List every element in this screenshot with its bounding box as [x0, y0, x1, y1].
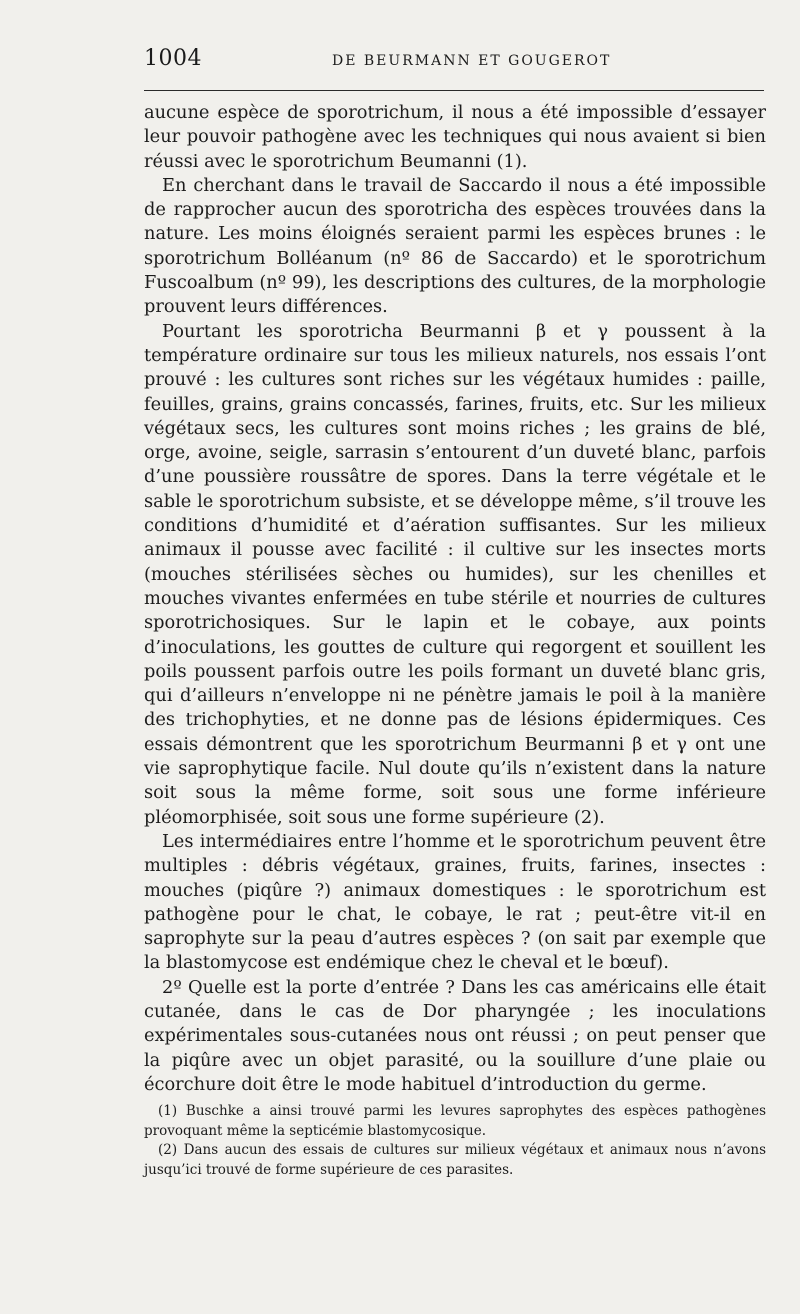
header-rule: [144, 90, 764, 91]
paragraph: En cherchant dans le travail de Saccardo il nous a été impossible de rapprocher aucun des sporotricha des espèces trouvées dans la nature. Les moins éloignés seraient parmi les espèces brunes : le sporotrichum Bolléanum (nº 86 de Saccardo) et le sporotrichum Fuscoalbum (nº 99), les descriptions des cultures, de la morphologie prouvent leurs différences.: [144, 174, 766, 318]
paragraph: Pourtant les sporotricha Beurmanni β et γ poussent à la température ordinaire sur tous les milieux naturels, nos essais l’ont prouvé : les cultures sont riches sur les végétaux humides : paille, feuilles, grains, grains concassés, farines, fruits, etc. Sur les milieux végétaux secs, les cultures sont moins riches ; les grains de blé, orge, avoine, seigle, sarrasin s’entourent d’un duveté blanc, parfois d’une poussière roussâtre de spores. Dans la terre végétale et le sable le sporotrichum subsiste, et se développe même, s’il trouve les conditions d’humidité et d’aération suffisantes. Sur les milieux animaux il pousse avec facilité : il cultive sur les insectes morts (mouches stérilisées sèches ou humides), sur les chenilles et mouches vivantes enfermées en tube stérile et nourries de cultures sporotrichosiques. Sur le lapin et le cobaye, aux points d’inoculations, les gouttes de culture qui regorgent et souillent les poils poussent parfois outre les poils formant un duveté blanc gris, qui d’ailleurs n’enveloppe ni ne pénètre jamais le poil à la manière des trichophyties, et ne donne pas de lésions épidermiques. Ces essais démontrent que les sporotrichum Beurmanni β et γ ont une vie saprophytique facile. Nul doute qu’ils n’existent dans la nature soit sous la même forme, soit sous une forme inférieure pléomorphisée, soit sous une forme supérieure (2).: [144, 320, 766, 828]
body-text: [144, 101, 766, 1097]
paragraph: aucune espèce de sporotrichum, il nous a été impossible d’essayer leur pouvoir pathogène avec les techniques qui nous avaient si bien réussi avec le sporotrichum Beumanni (1).: [144, 102, 766, 172]
footnotes: [144, 1102, 766, 1180]
paragraph: Les intermédiaires entre l’homme et le sporotrichum peuvent être multiples : débris végétaux, graines, fruits, farines, insectes : mouches (piqûre ?) animaux domestiques : le sporotrichum est pathogène pour le chat, le cobaye, le rat ; peut-être vit-il en saprophyte sur la peau d’autres espèces ? (on sait par exemple que la blastomycose est endémique chez le cheval et le bœuf).: [144, 830, 766, 974]
footnote: (1) Buschke a ainsi trouvé parmi les levures saprophytes des espèces pathogènes provoquant même la septicémie blastomycosique.: [144, 1103, 766, 1139]
page-header: [144, 46, 766, 76]
page-number: 1004: [144, 46, 202, 71]
running-head: DE BEURMANN ET GOUGEROT: [332, 53, 612, 69]
footnote: (2) Dans aucun des essais de cultures sur milieux végétaux et animaux nous n’avons jusqu’ici trouvé de forme supérieure de ces parasites.: [144, 1142, 766, 1178]
paragraph: 2º Quelle est la porte d’entrée ? Dans les cas américains elle était cutanée, dans le cas de Dor pharyngée ; les inoculations expérimentales sous-cutanées nous ont réussi ; on peut penser que la piqûre avec un objet parasité, ou la souillure d’une plaie ou écorchure doit être le mode habituel d’introduction du germe.: [144, 976, 766, 1095]
